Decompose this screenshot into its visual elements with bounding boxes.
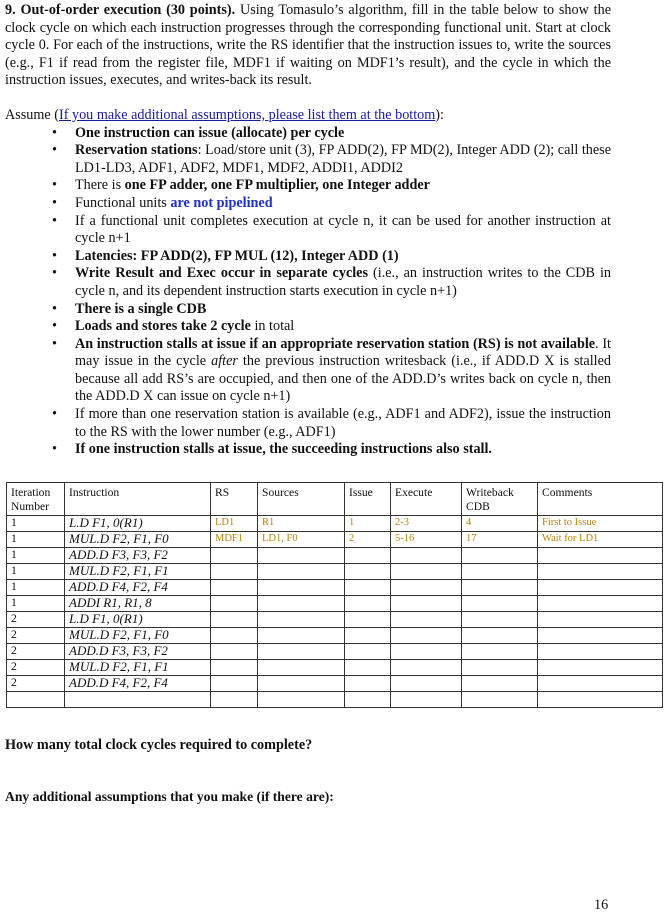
cell-rs[interactable] <box>211 564 258 580</box>
list-item: • There is one FP adder, one FP multiplier, one Integer adder <box>5 177 611 195</box>
table-body <box>7 516 663 708</box>
cell-empty[interactable] <box>538 692 663 708</box>
cell-writeback[interactable] <box>462 548 538 564</box>
cell-empty[interactable] <box>7 692 65 708</box>
problem-intro <box>5 2 611 90</box>
cell-writeback[interactable] <box>462 660 538 676</box>
cell-comments[interactable] <box>538 564 663 580</box>
cell-sources[interactable] <box>258 596 345 612</box>
cell-writeback[interactable] <box>462 628 538 644</box>
cell-instruction: ADD.D F3, F3, F2 <box>65 644 211 660</box>
cell-comments[interactable]: First to Issue <box>538 516 663 532</box>
problem-text <box>5 2 611 459</box>
cell-iteration: 1 <box>7 548 65 564</box>
list-item: • One instruction can issue (allocate) per cycle <box>5 125 611 143</box>
cell-instruction: L.D F1, 0(R1) <box>65 516 211 532</box>
cell-issue[interactable] <box>345 564 391 580</box>
cell-empty[interactable] <box>391 692 462 708</box>
cell-comments[interactable] <box>538 596 663 612</box>
cell-issue[interactable] <box>345 548 391 564</box>
cell-rs[interactable] <box>211 660 258 676</box>
table-row <box>7 612 663 628</box>
cell-writeback[interactable] <box>462 580 538 596</box>
cell-rs[interactable] <box>211 596 258 612</box>
cell-empty[interactable] <box>65 692 211 708</box>
list-item: • If more than one reservation station is available (e.g., ADF1 and ADF2), issue the instruction to the RS with the lower number (e.g., ADF1) <box>5 406 611 441</box>
cell-rs[interactable] <box>211 628 258 644</box>
cell-instruction: MUL.D F2, F1, F0 <box>65 628 211 644</box>
cell-writeback[interactable]: 17 <box>462 532 538 548</box>
table-row <box>7 676 663 692</box>
cell-comments[interactable] <box>538 676 663 692</box>
cell-sources[interactable] <box>258 548 345 564</box>
table-row <box>7 628 663 644</box>
header-comments: Comments <box>538 483 663 516</box>
cell-instruction: ADD.D F4, F2, F4 <box>65 676 211 692</box>
header-iteration: Iteration Number <box>7 483 65 516</box>
cell-iteration: 2 <box>7 676 65 692</box>
cell-iteration: 2 <box>7 644 65 660</box>
list-item: • Functional units are not pipelined <box>5 195 611 213</box>
cell-instruction: MUL.D F2, F1, F1 <box>65 660 211 676</box>
cell-execute[interactable] <box>391 676 462 692</box>
cell-rs[interactable] <box>211 612 258 628</box>
cell-comments[interactable]: Wait for LD1 <box>538 532 663 548</box>
cell-execute[interactable] <box>391 644 462 660</box>
table-row <box>7 660 663 676</box>
cell-issue[interactable]: 2 <box>345 532 391 548</box>
tomasulo-table <box>6 482 663 708</box>
header-writeback: Writeback CDB <box>462 483 538 516</box>
cell-execute[interactable] <box>391 660 462 676</box>
header-instruction: Instruction <box>65 483 211 516</box>
problem-heading: 9. Out-of-order execution (30 points). <box>5 2 236 18</box>
cell-iteration: 2 <box>7 612 65 628</box>
cell-rs[interactable]: MDF1 <box>211 532 258 548</box>
table-header-row <box>7 483 663 516</box>
cell-issue[interactable] <box>345 580 391 596</box>
cell-sources[interactable]: R1 <box>258 516 345 532</box>
assumptions-link[interactable]: If you make additional assumptions, please list them at the bottom <box>59 106 436 123</box>
table-row <box>7 580 663 596</box>
cell-execute[interactable] <box>391 548 462 564</box>
cell-comments[interactable] <box>538 628 663 644</box>
cell-comments[interactable] <box>538 612 663 628</box>
cell-iteration: 1 <box>7 580 65 596</box>
cell-sources[interactable] <box>258 644 345 660</box>
header-execute: Execute <box>391 483 462 516</box>
cell-iteration: 1 <box>7 532 65 548</box>
cell-rs[interactable]: LD1 <box>211 516 258 532</box>
cell-sources[interactable] <box>258 580 345 596</box>
table-row <box>7 644 663 660</box>
list-item: • Write Result and Exec occur in separate cycles (i.e., an instruction writes to the CDB in cycle n, and its dependent instruction starts execution in cycle n+1) <box>5 265 611 300</box>
cell-sources[interactable] <box>258 612 345 628</box>
cell-writeback[interactable] <box>462 676 538 692</box>
cell-issue[interactable] <box>345 596 391 612</box>
cell-instruction: ADDI R1, R1, 8 <box>65 596 211 612</box>
list-item: • If one instruction stalls at issue, the succeeding instructions also stall. <box>5 441 611 459</box>
cell-execute[interactable] <box>391 612 462 628</box>
list-item: • Latencies: FP ADD(2), FP MUL (12), Integer ADD (1) <box>5 248 611 266</box>
list-item: • Loads and stores take 2 cycle in total <box>5 318 611 336</box>
list-item: • If a functional unit completes execution at cycle n, it can be used for another instruction at cycle n+1 <box>5 213 611 248</box>
cell-writeback[interactable] <box>462 564 538 580</box>
problem-description: Using Tomasulo’s algorithm, fill in the table below to show the clock cycle on which each instruction progresses through the corresponding functional unit. Start at clock cycle 0. For each of the instructions, write the RS identifier that the instruction issues to, write the sources (e.g., F1 if read from the register file, MDF1 if waiting on MDF1’s result), and the cycle in which the instruction issues, executes, and writes-back its result. <box>5 2 611 89</box>
assumption-list <box>5 125 611 459</box>
table-row <box>7 532 663 548</box>
cell-issue[interactable]: 1 <box>345 516 391 532</box>
cell-writeback[interactable] <box>462 644 538 660</box>
cell-issue[interactable] <box>345 660 391 676</box>
cell-execute[interactable] <box>391 596 462 612</box>
cell-instruction: ADD.D F4, F2, F4 <box>65 580 211 596</box>
cell-iteration: 2 <box>7 660 65 676</box>
cell-comments[interactable] <box>538 580 663 596</box>
cell-comments[interactable] <box>538 644 663 660</box>
cell-comments[interactable] <box>538 660 663 676</box>
cell-sources[interactable] <box>258 676 345 692</box>
cell-empty[interactable] <box>258 692 345 708</box>
cell-iteration: 2 <box>7 628 65 644</box>
cell-issue[interactable] <box>345 644 391 660</box>
cell-sources[interactable] <box>258 660 345 676</box>
cell-execute[interactable]: 2-3 <box>391 516 462 532</box>
header-rs: RS <box>211 483 258 516</box>
cell-comments[interactable] <box>538 548 663 564</box>
cell-issue[interactable] <box>345 676 391 692</box>
cell-issue[interactable] <box>345 628 391 644</box>
cell-execute[interactable]: 5-16 <box>391 532 462 548</box>
cell-rs[interactable] <box>211 548 258 564</box>
table-row <box>7 548 663 564</box>
cell-writeback[interactable] <box>462 596 538 612</box>
question-assumptions: Any additional assumptions that you make (if there are): <box>5 789 334 804</box>
cell-iteration: 1 <box>7 516 65 532</box>
cell-writeback[interactable] <box>462 612 538 628</box>
list-item: • Reservation stations: Load/store unit (3), FP ADD(2), FP MD(2), Integer ADD (2); call these LD1-LD3, ADF1, ADF2, MDF1, MDF2, ADDI1, ADDI2 <box>5 142 611 177</box>
cell-iteration: 1 <box>7 596 65 612</box>
question-total-cycles: How many total clock cycles required to complete? <box>5 737 313 753</box>
cell-instruction: MUL.D F2, F1, F0 <box>65 532 211 548</box>
cell-rs[interactable] <box>211 644 258 660</box>
table-row-empty <box>7 692 663 708</box>
page-number: 16 <box>594 897 609 913</box>
list-item: • An instruction stalls at issue if an appropriate reservation station (RS) is not available. It may issue in the cycle after the previous instruction writesback (i.e., if ADD.D X is stalled because all add RS’s are occupied, and then one of the ADD.D’s writes back on cycle n, then the ADD.D X can issue on cycle n+1) <box>5 336 611 406</box>
table-row <box>7 596 663 612</box>
cell-instruction: L.D F1, 0(R1) <box>65 612 211 628</box>
cell-execute[interactable] <box>391 628 462 644</box>
cell-execute[interactable] <box>391 564 462 580</box>
cell-issue[interactable] <box>345 612 391 628</box>
cell-execute[interactable] <box>391 580 462 596</box>
cell-empty[interactable] <box>345 692 391 708</box>
cell-iteration: 1 <box>7 564 65 580</box>
cell-instruction: MUL.D F2, F1, F1 <box>65 564 211 580</box>
cell-instruction: ADD.D F3, F3, F2 <box>65 548 211 564</box>
header-sources: Sources <box>258 483 345 516</box>
list-item: • There is a single CDB <box>5 301 611 319</box>
cell-empty[interactable] <box>462 692 538 708</box>
cell-sources[interactable]: LD1, F0 <box>258 532 345 548</box>
cell-rs[interactable] <box>211 580 258 596</box>
cell-rs[interactable] <box>211 676 258 692</box>
header-issue: Issue <box>345 483 391 516</box>
cell-sources[interactable] <box>258 628 345 644</box>
cell-empty[interactable] <box>211 692 258 708</box>
cell-sources[interactable] <box>258 564 345 580</box>
assume-line: Assume (If you make additional assumptions, please list them at the bottom): <box>5 106 444 123</box>
table-row <box>7 564 663 580</box>
cell-writeback[interactable]: 4 <box>462 516 538 532</box>
table-row <box>7 516 663 532</box>
